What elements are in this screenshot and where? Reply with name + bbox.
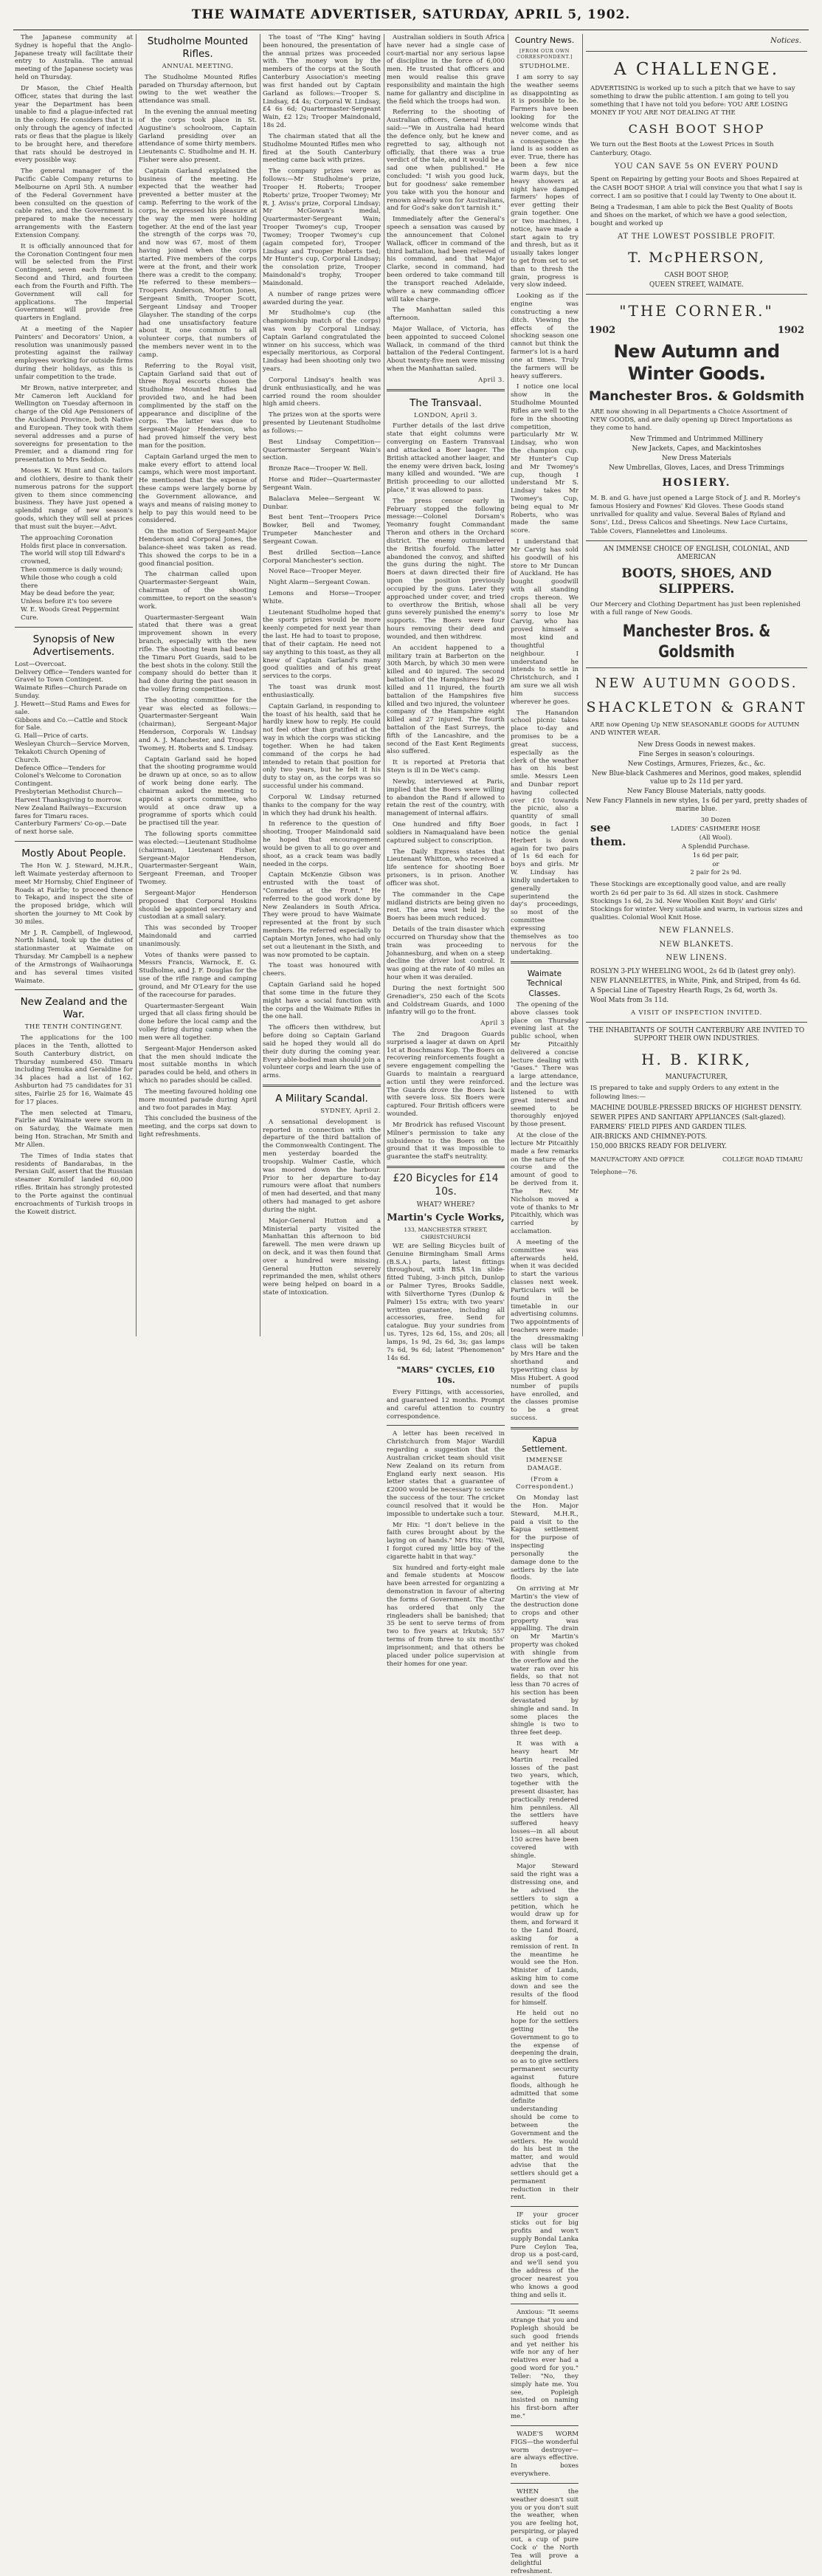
synopsis-item: Delivery Office—Tenders wanted for Gravel to Town Contingent. [15, 668, 132, 684]
news-paragraph: The chairman called upon Quartermaster-Sergeant Wain, chairman of the shooting committee, to report on the season's work. [139, 571, 257, 611]
notices-label: Notices. [770, 37, 801, 45]
bicycle-advert [387, 1172, 505, 1421]
divider [586, 294, 807, 295]
advert-line: New Jackets, Capes, and Mackintoshes [632, 445, 761, 453]
divider [263, 1085, 381, 1087]
news-paragraph: Referring to the shooting of Australian officers, General Hutton said:—"We in Australia had heard the defence only, but he knew and regretted to say, although not officially, that there was a true verdict of the tale, and it would be a sad one when published." He concluded: "I wish you good luck, but for goodness' sake remember you take with you the honour and renown already won for Australians, and for God's sake don't tarnish it." [387, 109, 505, 213]
column-5 [511, 34, 578, 2576]
shackleton-body: ARE now Opening Up NEW SEASONABLE GOODS for AUTUMN AND WINTER WEAR. [590, 721, 800, 738]
advert-line: 2 pair for 2s 9d. [690, 869, 742, 877]
news-paragraphs [15, 34, 133, 532]
see-them-label: see them. [590, 821, 626, 849]
article-body [387, 422, 505, 1017]
divider [511, 2206, 578, 2207]
news-paragraph: Newby, interviewed at Paris, implied that the Boers were willing to abandon the Rand if allowed to retain the rest of the country, with management of internal affairs. [387, 777, 505, 818]
shackleton-lines [586, 741, 807, 814]
news-paragraph: The Hanandon school picnic takes place to-day and promises to be a great success, especially as the clerk of the weather has on his best smile. Messrs Leen and Dunbar report having collected over £10 towards the picnic, also a quantity of small goods, in fact I notice the genial Herbert is down again for two pairs of 1s 6d each for boys and girls. Mr W. Lindsay has kindly undertaken to generally superintend the day's proceedings, so most of the committee expressing themselves as too nervous for the undertaking. [511, 709, 578, 957]
year-right: 1902 [777, 325, 804, 337]
news-paragraph: One hundred and fifty Boer soldiers in Namaqualand have been captured subject to conscription. [387, 821, 505, 845]
verse-line: W. E. Woods Great Peppermint Cure. [21, 606, 120, 622]
news-paragraph: The Times of India states that residents of Bandarabas, in the Persian Gulf, assert that the Russian steamer Kornilof landed 60,000 rifles. Britain has strongly protested to the Porte against the continual encroachments of Turkish troops in the Koweit district. [15, 1152, 133, 1216]
news-paragraph: The meeting favoured holding one more mounted parade during April and two foot parades in May. [139, 1088, 257, 1112]
bicycle-advert-title: £20 Bicycles for £14 10s. [393, 1172, 499, 1198]
news-paragraph: Moses K. W. Hunt and Co. tailors and clothiers, desire to thank their numerous patrons for the support given to them since commencing business. They have just opened a splendid range of new season's goods, which they will sell at prices that must suit the buyer.—Advt. [15, 467, 133, 531]
news-paragraph: On the motion of Sergeant-Major Henderson and Corporal Jones, the balance-sheet was taken as read. This showed the corps to be in a good financial position. [139, 528, 257, 568]
autumn-winter-title: New Autumn and Winter Goods. [613, 340, 780, 384]
tea-advert: IF your grocer sticks out for big profits and won't supply Bondal Lanka Pure Ceylon Tea, drop us a post-card, and we'll send you the address of the grocer nearest you who knows a good thing and sells it. [511, 2211, 578, 2299]
cash-boot-shop-title: CASH BOOT SHOP [628, 122, 765, 137]
worm-figs-advert: WADE'S WORM FIGS—the wonderful worm destroyer—are always effective. In boxes everywhere. [511, 2430, 578, 2479]
news-paragraph: The Daily Express states that Lieutenant Whitton, who received a life sentence for shooting Boer prisoners, is in prison. Another officer was shot. [387, 848, 505, 887]
news-paragraph: Bronze Race—Trooper W. Bell. [269, 465, 367, 473]
news-paragraph: Mr Brown, native interpreter, and Mr Cameron left Auckland for Wellington on Tuesday afternoon in charge of the Old Age Pensioners of the Auckland Province, both Native and European. They took with them several addresses and a purse of sovereigns for presentation to the Premier, and a diamond ring for presentation to Mrs Seddon. [15, 384, 133, 464]
section-title-synopsis: Synopsis of New Advertisements. [32, 633, 115, 658]
news-paragraph: Six hundred and forty-eight male and female students at Moscow have been arrested for organizing a demonstration in favour of altering the forms of Government. The Czar has ordered that only the ringleaders shall be banished; that 35 be sent to serve terms of from two to five years at Irkutsk; 557 terms of from three to six months' imprisonment; and that others be placed under police supervision at their homes for one year. [387, 1564, 505, 1668]
advert-line: 1s 6d per pair, [692, 851, 739, 859]
synopsis-list [15, 661, 133, 837]
news-paragraph: Lieutenant Studholme hoped that the sports prizes would be more keenly competed for next year than the last. He had to toast to propose, that of their captain. He need not say anything to this toast, as they all knew of Captain Garland's many good qualities and of his great services to the corps. [263, 608, 381, 681]
advert-line: New Fancy Blouse Materials, natty goods. [626, 787, 767, 795]
mars-cycles-body: Every Fittings, with accessories, and guaranteed 12 months. Prompt and careful attention to country correspondence. [387, 1389, 505, 1421]
news-paragraph: I understand that Mr Carvig has sold his goodwill of his store to Mr Duncan of Auckland. He has bought goodwill with all standing crops thereon. We shall all be very sorry to lose Mr Carvig, who has proved himself a most kind and thoughtful neighbour. I understand he intends to settle in Christchurch, and I am sure we all wish him success wherever he goes. [511, 538, 578, 706]
article-body [511, 74, 578, 957]
article-body [387, 34, 505, 374]
kirk-footer [590, 1155, 803, 1163]
war-paragraphs [15, 1034, 133, 1216]
news-paragraph: The officers then withdrew, but before doing so Captain Garland said he hoped they would all do their duty during the coming year. Every able-bodied man should join a volunteer corps and learn the use of arms. [263, 1024, 381, 1080]
advert-column [586, 34, 807, 1336]
new-linens: NEW LINENS. [666, 954, 728, 963]
advert-line: Fine Serges in season's colourings. [638, 750, 755, 758]
year-row [589, 325, 804, 337]
news-paragraph: Balaclava Melee—Sergeant W. Dunbar. [263, 495, 381, 511]
cashmere-hose-offer [590, 817, 803, 878]
advert-line: SEWER PIPES AND SANITARY APPLIANCES (Salt-glazed). [590, 1113, 786, 1122]
section-title-war: New Zealand and the War. [20, 996, 128, 1021]
kirk-intro: THE INHABITANTS OF SOUTH CANTERBURY ARE INVITED TO SUPPORT THEIR OWN INDUSTRIES. [588, 1027, 805, 1043]
section-subtitle: IMMENSE DAMAGE. [526, 1457, 563, 1473]
news-paragraph: Captain Garland, in responding to the toast of his health, said that he hardly knew how to reply. He could not feel other than gratified at the way in which the corps was sticking together. When he had taken command of the corps he had intended to retain that position for only two years, but he felt it his duty to stay on, as the corps was so successful under his command. [263, 702, 381, 791]
challenge-title: A CHALLENGE. [613, 59, 780, 79]
advert-line: New Trimmed and Untrimmed Millinery [629, 436, 764, 444]
corner-title: "THE CORNER." [619, 302, 774, 320]
divider [586, 1022, 807, 1023]
news-paragraph: Captain Garland explained the business of the meeting. He expected that the weather had prevented a better muster at the camp. Referring to the work of the corps, he expressed his pleasure at the way the men were holding together. At the end of the last year the strength of the corps was 70, and now was 67, most of them having joined when the corps started. Five members of the corps were at the front, and their work there was a credit to the company. He referred to these members—Troopers Anderson, Morton Jones, Sergeant Smith, Trooper Scott, Sergeant Lindsay and Trooper Glaysher. The standing of the corps had one unsatisfactory feature about it, one common to all volunteer corps, that numbers of the members never went in to the camp. [139, 167, 257, 359]
advert-line: LADIES' CASHMERE HOSE [671, 825, 761, 834]
inspection-invited: A VISIT OF INSPECTION INVITED. [630, 1009, 763, 1017]
advert-line: (All Wool). [699, 834, 733, 842]
column-divider [136, 34, 137, 1336]
news-paragraph: The applications for the 100 places in the Tenth, allotted to South Canterbury district, on Thursday numbered 450. Timaru including Temuka and Geraldine for 34 places had a list of 162. Ashburton had 75 candidates for 31 sites, Fairlie 25 for 16, Waimate 45 for 17 places. [15, 1034, 133, 1106]
advert-line: Wool Mats from 3s 11d. [590, 997, 669, 1005]
divider [15, 841, 133, 842]
news-paragraph: Captain Garland said he hoped that some time in the future they might have a social function with the corps and the Waimate Rifles in the one hall. [263, 981, 381, 1021]
news-paragraph: A sensational development is reported in connection with the departure of the third battalion of the Commonwealth Contingent. The men yesterday boarded the troopship. Walmer Castle, which was moored down the harbour. Prior to her departure to-day rumours were afloat that numbers of men had deserted, and that many others had managed to get ashore during the night. [263, 1118, 381, 1214]
divider [511, 1427, 578, 1429]
verse-line: Holds first place in conversation. [21, 542, 128, 550]
news-paragraph: Mr Brodrick has refused Viscount Milner's permission to take any subsidence to the Boers on the ground that it was impossible to guarantee the staff's neutrality. [387, 1121, 505, 1161]
advert-line: New Blue-black Cashmeres and Merinos, good makes, splendid value up to 2s 11d per yard. [592, 769, 801, 786]
advert-line: or [712, 860, 719, 868]
bicycle-advert-question: WHAT? WHERE? [416, 1201, 475, 1209]
news-paragraph: Further details of the last drive state that eight columns were converging on Eastern Transvaal and attacked a Boer laager. The British attacked another laager, and the enemy were driven back, losing many killed and wounded. "We are British proceeding to our allotted place," it was allowed to pass. [387, 422, 505, 494]
section-subtitle: [FROM OUR OWN CORRESPONDENT.] [517, 47, 573, 61]
news-paragraph: The commander in the Cape midland districts are being given no rest. The area west held by the Boers has been much reduced. [387, 890, 505, 923]
mcpherson-address: QUEEN STREET, WAIMATE. [649, 281, 744, 289]
kirk-phone: Telephone—76. [590, 1167, 638, 1175]
news-paragraph: The chairman stated that all the Studholme Mounted Rifles men who fired at the South Canterbury meeting came back with prizes. [263, 132, 381, 165]
article-title-transvaal: The Transvaal. [410, 396, 482, 409]
advert-line: New Costings, Armures, Friezes, &c., &c. [627, 760, 766, 768]
news-paragraph: The press censor early in February stopped the following message:—Colonel Dorsam's Yeomanry fought Commandant Theron and others in the Orchard district. The enemy outnumbered the British fourfold. The latter abandoned the convoy, and shifted the guns during the night. The Boers at dawn directed their fire upon the position previously occupied by the guns. Later they approached under cover, and tried to overthrow the British, whose guns severely punished the enemy's supports. The Boers were four hours removing their dead and wounded, and then withdrew. [387, 497, 505, 641]
news-paragraph: Major Wallace, of Victoria, has been appointed to succeed Colonel Wallack, in command of the third battalion of the Federal Contingent. About twenty-five men were missing when the Manhattan sailed. [387, 325, 505, 374]
news-paragraph: On arriving at Mr Martin's the view of the destruction done to crops and other property was appalling. The drain on Mr Martin's property was choked with shingle from the overflow and the water ran over his fields, so that not less than 70 acres of his section has been devastated by shingle and sand. In some places the shingle is two to three feet deep. [511, 1585, 578, 1737]
column-divider [582, 34, 583, 1336]
news-paragraph: Lemons and Horse—Trooper White. [263, 590, 381, 605]
bicycle-advert-firm: Martin's Cycle Works, [387, 1212, 505, 1223]
advert-line: 150,000 BRICKS READY FOR DELIVERY. [590, 1143, 728, 1151]
synopsis-item: Presbyterian Methodist Church—Harvest Thanksgiving to morrow. [15, 789, 123, 804]
news-paragraph: Quartermaster-Sergeant Wain stated that there was a great improvement shown in every branch, especially with the new rifle. The shooting team had beaten the Timaru Port Guards, said to be the best shots in the colony. Still the company should do better than it had done during the past season in the volley firing competitions. [139, 614, 257, 693]
advert-line: A Splendid Purchase. [681, 842, 750, 851]
news-paragraph: The prizes won at the sports were presented by Lieutenant Studholme as follows:— [263, 411, 381, 435]
boot-text: Spent on Repairing by getting your Boots and Shoes Repaired at the CASH BOOT SHOP. A trial will convince you that what I say is correct. I am so positive that I could lay Twenty to One about it. [590, 176, 803, 200]
article-subtitle: ANNUAL MEETING. [162, 63, 234, 70]
advert-line: New Umbrellas, Gloves, Laces, and Dress Trimmings [609, 464, 784, 473]
news-paragraph: Major-General Hutton and a Ministerial party visited the Manhattan this afternoon to bid farewell. The men were drawn up on deck, and it was then found that over a hundred were missing. General Hutton severely reprimanded the men, whilst others were being helped on board in a state of intoxication. [263, 1217, 381, 1297]
news-paragraph: Major Steward said the right was a distressing one, and he advised the settlers to sign a petition, which he would draw up for them, and forward it to the Land Board, asking for a remission of rent. In the meantime he would see the Hon. Minister of Lands, asking him to come down and see the results of the flood for himself. [511, 1863, 578, 2007]
year-left: 1902 [589, 325, 616, 337]
column-3 [263, 34, 381, 1336]
article-title-technical-classes: Waimate Technical Classes. [526, 969, 563, 998]
news-paragraph: During the next fortnight 500 Grenadier's, 250 each of the Scots and Coldstream Guards, and 1000 infantry will go to the front. [387, 984, 505, 1017]
news-paragraph: The toast was honoured with cheers. [263, 962, 381, 978]
column-4 [387, 34, 505, 1668]
news-paragraph: Votes of thanks were passed to Messrs Francis, Warnock, E. G. Studholme, and J. F. Douglas for the use of the rifle range and camping ground, and Mr O'Leary for the use of the racecourse for parades. [139, 951, 257, 999]
synopsis-item: Gibbons and Co.—Cattle and Stock for Sale. [15, 716, 128, 732]
advert-line: New Fancy Flannels in new styles, 1s 6d per yard, pretty shades of marine blue. [586, 797, 807, 814]
dateline: April 3. [478, 376, 505, 384]
advert-line: MACHINE DOUBLE-PRESSED BRICKS OF HIGHEST DENSITY. [590, 1104, 802, 1112]
boots-note: Our Mercery and Clothing Department has just been replenished with a full range of New Goods. [590, 600, 801, 616]
people-paragraphs [15, 862, 133, 985]
divider [586, 51, 807, 52]
new-blankets: NEW BLANKETS. [659, 940, 734, 949]
article-body [511, 1001, 578, 1423]
synopsis-item: Lost—Overcoat. [15, 660, 66, 668]
verse-line: While those who cough a cold there [21, 574, 117, 590]
news-paragraph: A letter has been received in Christchurch from Major Wardill regarding a suggestion that the Australian cricket team should visit New Zealand on its return from England early next season. His letter states that a guarantee of £2000 would be necessary to secure the success of the tour. The cricket council resolved that it would be impossible to undertake such a tour. [387, 1430, 505, 1518]
verse-line: Unless before it's too severe [21, 598, 112, 606]
verse-line: The approaching Coronation [21, 534, 114, 542]
mbg-title-large: Manchester Bros. & Goldsmith [622, 622, 771, 662]
advert-line: NEW FLANNELETTES, in White, Pink, and Striped, from 4s 6d. [590, 978, 801, 986]
news-paragraph: Sergeant-Major Henderson proposed that Corporal Hoskins should be appointed secretary and custodian at a small salary. [139, 889, 257, 921]
advert-line: 30 Dozen [700, 817, 731, 825]
section-subtitle: THE TENTH CONTINGENT. [24, 1023, 123, 1031]
challenge-body: ADVERTISING is worked up to such a pitch that we have to say something to draw the public attention. I am going to tell you something that I have not told you before: YOU ARE LOSING MONEY IF YOU ARE NOT DEALING AT THE [590, 84, 795, 117]
save-text: YOU CAN SAVE 5s ON EVERY POUND [614, 162, 779, 171]
kirk-title: H. B. KIRK, [641, 1051, 752, 1069]
news-paragraph: The shooting committee for the year was elected as follows:—Quartermaster-Sergeant Wain (chairman), Sergeant-Major Henderson, Corporals W. Lindsay and A. J. Manchester, and Troopers Twomey, H. Roberts and S. Lindsay. [139, 696, 257, 752]
verse-line: Then commerce is daily wound; [21, 566, 123, 574]
kirk-subtitle: MANUFACTURER, [665, 1074, 728, 1082]
advert-line: ROSLYN 3-PLY WHEELING WOOL, 2s 6d lb (latest grey only). [590, 968, 796, 976]
divider [511, 2425, 578, 2426]
dateline: LONDON, April 3. [413, 411, 478, 419]
mbg-body: ARE now showing in all Departments a Choice Assortment of NEW GOODS, and are daily opening up Direct Importations as they come to hand. [590, 408, 792, 432]
news-paragraph: Horse and Rider—Quartermaster Sergeant Wain. [263, 476, 381, 492]
divider [511, 961, 578, 964]
dateline: SYDNEY, April 2. [320, 1107, 381, 1116]
divider [15, 627, 133, 628]
divider [586, 667, 807, 668]
new-autumn-goods: NEW AUTUMN GOODS. [595, 675, 798, 691]
synopsis-item: G. Hall—Price of carts. [15, 732, 89, 741]
news-paragraph: This concluded the business of the meeting, and the corps sat down to light refreshments. [139, 1115, 257, 1139]
anecdote: Anxious: "It seems strange that you and Popleigh should be such good friends and yet neither his wife nor any of her relatives ever had a good word for you." Teller: "No, they simply hate me. You see, Popleigh insisted on naming his first-born after me." [511, 2309, 578, 2421]
news-paragraph: Dr Mason, the Chief Health Officer, states that during the last year the Department has been unable to find a plague-infected rat in the colony. He considers that it is only through the agency of infected rats or fleas that the plague is likely to be brought here, and therefore that rats should be destroyed in every possible way. [15, 84, 133, 165]
verse-line: May be dead before the year, [21, 590, 115, 598]
news-paragraph: The 2nd Dragoon Guards surprised a laager at dawn on April 1st at Boschmans Kop. The Boers on recovering reinforcements fought a severe engagement compelling the Guards to maintain a rearguard action until they were reinforced. The Guards drove the Boers back with severe loss. Six Boers were captured. Four British officers were wounded. [387, 1030, 505, 1119]
shackleton-grant: SHACKLETON & GRANT [586, 699, 807, 716]
article-title-studholme: Studholme Mounted Rifles. [147, 35, 249, 60]
news-paragraph: The toast of "The King" having been honoured, the presentation of the annual prizes was proceeded with. The money won by the members of the corps at the South Canterbury Association's meeting was first handed out by Captain Garland as follows:—Trooper S. Lindsay, £4 4s; Corporal W. Lindsay, £4 6s 6d; Quartermaster-Sergeant Wain, £2 12s; Trooper Maindonald, 18s 2d. [263, 34, 381, 130]
news-paragraph: It is reported at Pretoria that Steyn is ill in De Wet's camp. [387, 759, 505, 775]
news-paragraph: Quartermaster-Sergeant Wain urged that all class firing should be done before the local camp and the volley firing during camp when the men were all together. [139, 1002, 257, 1042]
advert-line: A Special Line of Tapestry Hearth Rugs, 2s 6d, worth 3s. [590, 987, 778, 995]
news-paragraph: This was seconded by Trooper Maindonald and carried unanimously. [139, 924, 257, 948]
correspondent-note: (From a Correspondent.) [515, 1475, 574, 1491]
advert-line: AIR-BRICKS AND CHIMNEY-POTS. [590, 1133, 708, 1141]
hosiery-title: HOSIERY. [662, 477, 731, 490]
section-title-country-news: Country News. [514, 35, 575, 45]
news-paragraph: The opening of the above classes took place on Thursday evening last at the public school, when Mr Pitcaithly delivered a concise lecture dealing with "Gases." There was a large attendance, and the lecture was listened to with great interest and seemed to be thoroughly enjoyed by those present. [511, 1000, 578, 1129]
divider [15, 989, 133, 990]
divider [387, 1166, 505, 1168]
divider [586, 540, 807, 541]
divider [387, 389, 505, 391]
place-name: STUDHOLME. [519, 63, 570, 71]
news-paragraph: Novel Race—Trooper Meyer. [269, 568, 362, 576]
news-paragraph: A meeting of the committee was afterwards held, when it was decided to start the various classes next week. Particulars will be found in the timetable in our advertising columns. Two appointments of teachers were made: the dressmaking class will be taken by Mrs Hare and the shorthand and typewriting class by Miss Hubert. A good number of pupils have enrolled, and the classes promise to be a great success. [511, 1238, 578, 1423]
news-paragraph: Australian soldiers in South Africa have never had a single case of court-martial nor any serious lapse of discipline in the force of 6,000 men. He trusted that officers and men would realise this grave responsibility and maintain the high name for gallantry and discipline in the field which the troops had won. [387, 34, 505, 106]
news-paragraph: He held out no hope for the settlers getting the Government to go to the expense of deepening the drain, so as to give settlers permanent security against future floods, although he admitted that some definite understanding should be come to between the Government and the settlers. He would do his best in the matter, and would advise that the settlers should get a permanent reduction in their rent. [511, 2010, 578, 2202]
divider [387, 1425, 505, 1426]
news-paragraph: It is officially announced that for the Coronation Contingent four men will be selected from the First Contingent, seven each from the Second and Third, and fourteen each from the Fourth and Fifth. The Government will call for applications. The Imperial Government will provide free quarters in England. [15, 242, 133, 323]
news-paragraph: An accident happened to a military train at Barberton on the 30th March, by which 30 men were killed and 40 injured. The second battalion of the Hampshires had 29 killed and 11 injured, the fourth battalion of the Hampshires five killed and two injured, the volunteer company of the Hampshire eight killed and 27 injured. The fourth battalion of the East Surreys, the fifth of the Lancashire, and the second of the East Kent Regiments also suffered. [387, 644, 505, 756]
kirk-address: COLLEGE ROAD TIMARU [722, 1155, 803, 1164]
news-paragraph: The men selected at Timaru, Fairlie and Waimate were sworn in on Saturday, the Waimate men being Hon. Strachan, Mr Smith and Mr Allen. [15, 1109, 133, 1149]
mbg-title: Manchester Bros. & Goldsmith [588, 389, 805, 405]
mars-cycles-title: "MARS" CYCLES, £10 10s. [396, 1365, 495, 1386]
news-paragraph: Corporal Lindsay's health was drunk enthusiastically, and he was carried round the room shoulder high amid cheers. [263, 376, 381, 408]
news-paragraph: I am sorry to say the weather seems as disappointing as it is possible to be. Farmers have been looking for the welcome winds that never come, and as a consequence the land is as sodden as ever. True, there has been a few nice warm days, but the heavy showers at night have damped farmers' hopes of ever getting their grain together. One or two machines, I notice, have made a start again to try and thresh, but as it usually takes longer to get from set to set than to thresh the grain, progress is very slow indeed. [511, 73, 578, 289]
synopsis-item: New Zealand Railways—Excursion fares for Timaru races. [15, 804, 127, 820]
mcpherson-shop: CASH BOOT SHOP, [664, 271, 729, 279]
news-paragraph: Referring to the Royal visit, Captain Garland said that out of three Royal escorts chosen the Studholme Mounted Rifles had provided two, and he had been complimented by the staff on the appearance and discipline of the corps. The latter was due to Sergeant-Major Henderson, who had proved himself the very best man for the position. [139, 362, 257, 450]
tea-weather-advert: WHEN the weather doesn't suit you or you don't suit the weather, when you are feeling hot, perspiring, or played out, a cup of pure Cock o' the North Tea will prove a delightful refreshment. [511, 2487, 578, 2576]
article-body [387, 1430, 505, 1668]
verse-line: The world will stop till Edward's crowned, [21, 550, 125, 566]
news-paragraph: At the close of the lecture Mr Pitcaithly made a few remarks on the nature of the course and the amount of good to be derived from it. The Rev. Mr Nicholson moved a vote of thanks to Mr Pitcaithly, which was carried by acclamation. [511, 1132, 578, 1236]
news-paragraph: The Hon W. J. Steward, M.H.R., left Waimate yesterday afternoon to meet Mr Hornsby, Chief Engineer of Roads at Fairlie; to proceed thence to Tekapo, and inspect the site of the proposed bridge, which will shorten the journey to Mt Cook by 30 miles. [15, 862, 133, 926]
news-paragraph: The Studholme Mounted Rifles paraded on Thursday afternoon, but owing to the wet weather the attendance was small. [139, 73, 257, 106]
wool-lines [590, 968, 803, 1005]
synopsis-item: Canterbury Farmers' Co-op.—Date of next horse sale. [15, 820, 127, 837]
news-paragraph: Captain Garland said he hoped that the shooting programme would be drawn up at once, so as to allow of work being done early. The chairman asked the meeting to appoint a sports committee, who would at once draw up a programme of sports which could be practised till the year. [139, 755, 257, 828]
lowest-profit-text: AT THE LOWEST POSSIBLE PROFIT. [617, 233, 776, 241]
synopsis-item: J. Hewett—Stud Rams and Ewes for sale. [15, 700, 131, 716]
news-paragraph: A number of range prizes were awarded during the year. [263, 290, 381, 306]
article-body [263, 1119, 381, 1297]
news-paragraph: The following sports committee was elected:—Lieutenant Studholme (chairman), Lieutenant Fisher, Sergeant-Major Henderson, Quartermaster-Sergeant Wain, Sergeant Freeman, and Trooper Twomey. [139, 831, 257, 887]
hosiery-body: M. B. and G. have just opened a Large Stock of J. and R. Morley's famous Hosiery and Fownes' Kid Gloves. These Goods stand unrivalled for quality and value. Several Bales of Ryland and Sons', Ltd., Dress Calicos and Sheetings. New Lace Curtains, Table Covers, Flannelettes and Linoleums. [590, 494, 801, 535]
synopsis-item: Defence Office—Tenders for Colonel's Welcome to Coronation Contingent. [15, 764, 122, 789]
dateline: April 3 [480, 1020, 505, 1028]
boots-intro: AN IMMENSE CHOICE OF ENGLISH, COLONIAL, AND AMERICAN [604, 545, 790, 561]
mbg-lines [586, 436, 807, 473]
mcpherson-name: T. McPHERSON, [628, 249, 765, 266]
bicycle-advert-address: 133, MANCHESTER STREET, CHRISTCHURCH [404, 1226, 488, 1240]
article-body [511, 1494, 578, 2202]
new-flannels: NEW FLANNELS. [659, 927, 734, 935]
article-body [387, 1031, 505, 1161]
advert-line: New Dress Goods in newest makes. [638, 741, 756, 749]
boot-text: We turn out the Best Boots at the Lowest Prices in South Canterbury, Otago. [590, 141, 774, 157]
news-paragraph: Immediately after the General's speech a sensation was caused by the announcement that Colonel Wallack, officer in command of the third battalion, had been relieved of his command, and that Major Clarke, second in command, had been ordered to take command till the transport reached Adelaide, where a new commanding officer will take charge. [387, 216, 505, 303]
news-paragraph: Best Lindsay Competition—Quartermaster Sergeant Wain's section. [263, 438, 381, 462]
advert-verse [21, 535, 133, 622]
news-paragraph: Corporal W. Lindsay returned thanks to the company for the way in which they had drunk his health. [263, 793, 381, 817]
advert-line: New Dress Materials [661, 455, 732, 463]
article-title-kapua: Kapua Settlement. [522, 1435, 567, 1454]
boot-text: Being a Tradesman, I am able to pick the Best Quality of Boots and Shoes on the market, of which we have a good selection, bought and worked up [590, 203, 793, 228]
kirk-lines [590, 1105, 803, 1151]
cashmere-lines [629, 817, 803, 878]
news-paragraph: Best bent Tent—Troopers Price Bowker, Bell and Twomey, Trumpeter Manchester and Sergeant Cowan. [263, 514, 381, 546]
news-paragraph: Sergeant-Major Henderson asked that the men should indicate the most suitable months in which parades could be held, and others in which no parades should be called. [139, 1045, 257, 1085]
advert-line: FARMERS' FIELD PIPES AND GARDEN TILES. [590, 1123, 747, 1131]
news-paragraph: Looking as if the engine was constructing a new ditch. Viewing the effects of the shocking season one cannot but think the farmer's lot is a hard one at times. Truly the farmers will be heavy sufferers. [511, 292, 578, 380]
news-paragraph: The general manager of the Pacific Cable Company returns to Melbourne on April 5th. A number of the Federal Government have been consulted on the question of cable rates, and the Government is prepared to make the necessary arrangements with the Eastern Extension Company. [15, 168, 133, 239]
article-title-military-scandal: A Military Scandal. [275, 1093, 368, 1105]
boots-title: BOOTS, SHOES, AND SLIPPERS. [621, 566, 772, 597]
synopsis-item: Wesleyan Church—Service Morven, Tekakoti Church Opening of Church. [15, 741, 131, 764]
news-paragraph: Mr Studholme's cup (the championship match of the corps) was won by Corporal Lindsay. Captain Garland congratulated the winner on his success, which was especially meritorious, as Corporal Lindsay had been shooting only two years. [263, 309, 381, 374]
news-paragraph: I notice one local show in the Studholme Mounted Rifles are well to the fore in the shooting competition, particularly Mr W. Lindsay, who won the champion cup. Mr Hunter's Cup and Mr Twomey's cup, though I understand Mr S. Lindsay takes Mr Twomey's Cup, being equal to Mr Roberts, who was made the same score. [511, 383, 578, 535]
news-paragraph: Mr J. R. Campbell, of Inglewood, North Island, took up the duties of stationmaster at Waimate on Thursday. Mr Campbell is a nephew of the Armstrongs of Waihaorunga and has several times visited Waimate. [15, 929, 133, 985]
news-paragraph: Best drilled Section—Lance Corporal Manchester's section. [263, 549, 381, 565]
column-2 [139, 34, 257, 1336]
kirk-body: IS prepared to take and supply Orders to any extent in the following lines:— [590, 1085, 779, 1101]
masthead: THE WAIMATE ADVERTISER, SATURDAY, APRIL 5, 1902. [191, 7, 631, 22]
article-body [139, 74, 257, 1139]
news-paragraph: At a meeting of the Napier Painters' and Decorators' Union, a resolution was unanimously passed protesting against the railway employees working for outside firms during their holidays, as this is unfair competition to the trade. [15, 325, 133, 381]
news-paragraph: Captain McKenzie Gibson was entrusted with the toast of "Comrades at the Front." He referred to the good work done by New Zealanders in South Africa. They were proud to have Waimate represented at the front by such members. He referred especially to Captain Mortyn Jones, who had only set out a lieutenant in the Sixth, and was now promoted to be captain. [263, 871, 381, 959]
news-paragraph: It was with a heavy heart Mr Martin recalled losses of the past two years, which, together with the present disaster, has practically rendered him penniless. All the settlers have suffered heavy losses—in all about 150 acres have been covered with shingle. [511, 1740, 578, 1860]
column-1 [15, 34, 133, 1336]
synopsis-item: Waimate Rifles—Church Parade on Sunday. [15, 684, 128, 701]
news-paragraph: On Monday last the Hon. Major Steward, M.H.R., paid a visit to the Kapua settlement for the purpose of inspecting personally the damage done to the settlers by the late floods. [511, 1494, 578, 1582]
news-paragraph: The Manhattan sailed this afternoon. [387, 306, 505, 323]
news-paragraph: Night Alarm—Sergeant Cowan. [269, 579, 370, 587]
section-title-people: Mostly About People. [21, 848, 126, 860]
bicycle-advert-body: WE are Selling Bicycles built of Genuine Birmingham Small Arms (B.S.A.) parts, latest fittings throughout, with BSA 1in slide-fitted Tubing, 3-inch pitch, Dunlop or Palmer Tyres, Brooks Saddle, with Silverthorne Tyres (Dunlop & Palmer) 15s extra; with two years' written guarantee, including all accessories, free. Send for catalogue. Buy your sundries from us. Tyres, 12s 6d, 15s, and 20s; all lamps, 1s 9d, 2s 6d, 3s; gas lamps 7s 6d, 9s 6d; latest "Phenomenon" 14s 6d. [387, 1242, 505, 1362]
article-body [263, 34, 381, 1080]
news-paragraph: The Japanese community at Sydney is hopeful that the Anglo-Japanese treaty will facilitate their entry to Australia. The annual meeting of the Japanese society was held on Thursday. [15, 34, 133, 82]
news-paragraph: In the evening the annual meeting of the corps took place in St. Augustine's schoolroom, Captain Garland presiding over an attendance of some thirty members. Lieutenants C. Studholme and H. H. Fisher were also present. [139, 109, 257, 164]
news-paragraph: In reference to the question of shooting, Trooper Maindonald said he hoped that encouragement would be given to all to go over and shoot, as a crack team was badly needed in the corps. [263, 820, 381, 868]
news-paragraph: The company prizes were as follows:—Mr Studholme's prize, Trooper H. Roberts; Trooper Roberts' prize, Trooper Twomey; Mr R. J. Aviss's prize, Corporal Lindsay; Mr McGowan's medal, Quartermaster-Sergeant Wain; Trooper Twomey's cup, Trooper Twomey; Trooper Twomey's cup (again competed for), Trooper Lindsay and Trooper Roberts tied; Mr Hunter's cup, Corporal Lindsay; the consolation prize, Trooper Maindonald's trophy, Trooper Maindonald. [263, 168, 381, 287]
news-paragraph: The toast was drunk most enthusiastically. [263, 684, 381, 699]
stockings-note: These Stockings are exceptionally good value, and are really worth 2s 6d per pair to 3s 6d. All sizes in stock. Cashmere Stockings 1s 6d, 2s 3d. New Woollen Knit Boys' and Girls' Stockings for winter. Very suitable and warm, in various sizes and qualities. Colonial Wool Knit Hose. [590, 881, 803, 922]
news-paragraph: Captain Garland urged the men to make every effort to attend local camps, which were most important. He mentioned that the expense of these camps were largely borne by the Government allowance, and ways and means of raising money to help to pay this would need to be considered. [139, 453, 257, 525]
news-paragraph: Details of the train disaster which occurred on Thursday show that the train was proceeding to Johannesburg, and when on a steep decline the driver lost control. It was going at the rate of 40 miles an hour when it was derailed. [387, 926, 505, 982]
news-paragraph: Mr Hix: "I don't believe in the faith cures brought about by the laying on of hands." Mrs Hix: "Well, I forgot cured my little boy of the cigarette habit in that way." [387, 1521, 505, 1561]
kirk-office-label: MANUFACTORY AND OFFICE [590, 1155, 685, 1164]
divider [511, 2483, 578, 2484]
